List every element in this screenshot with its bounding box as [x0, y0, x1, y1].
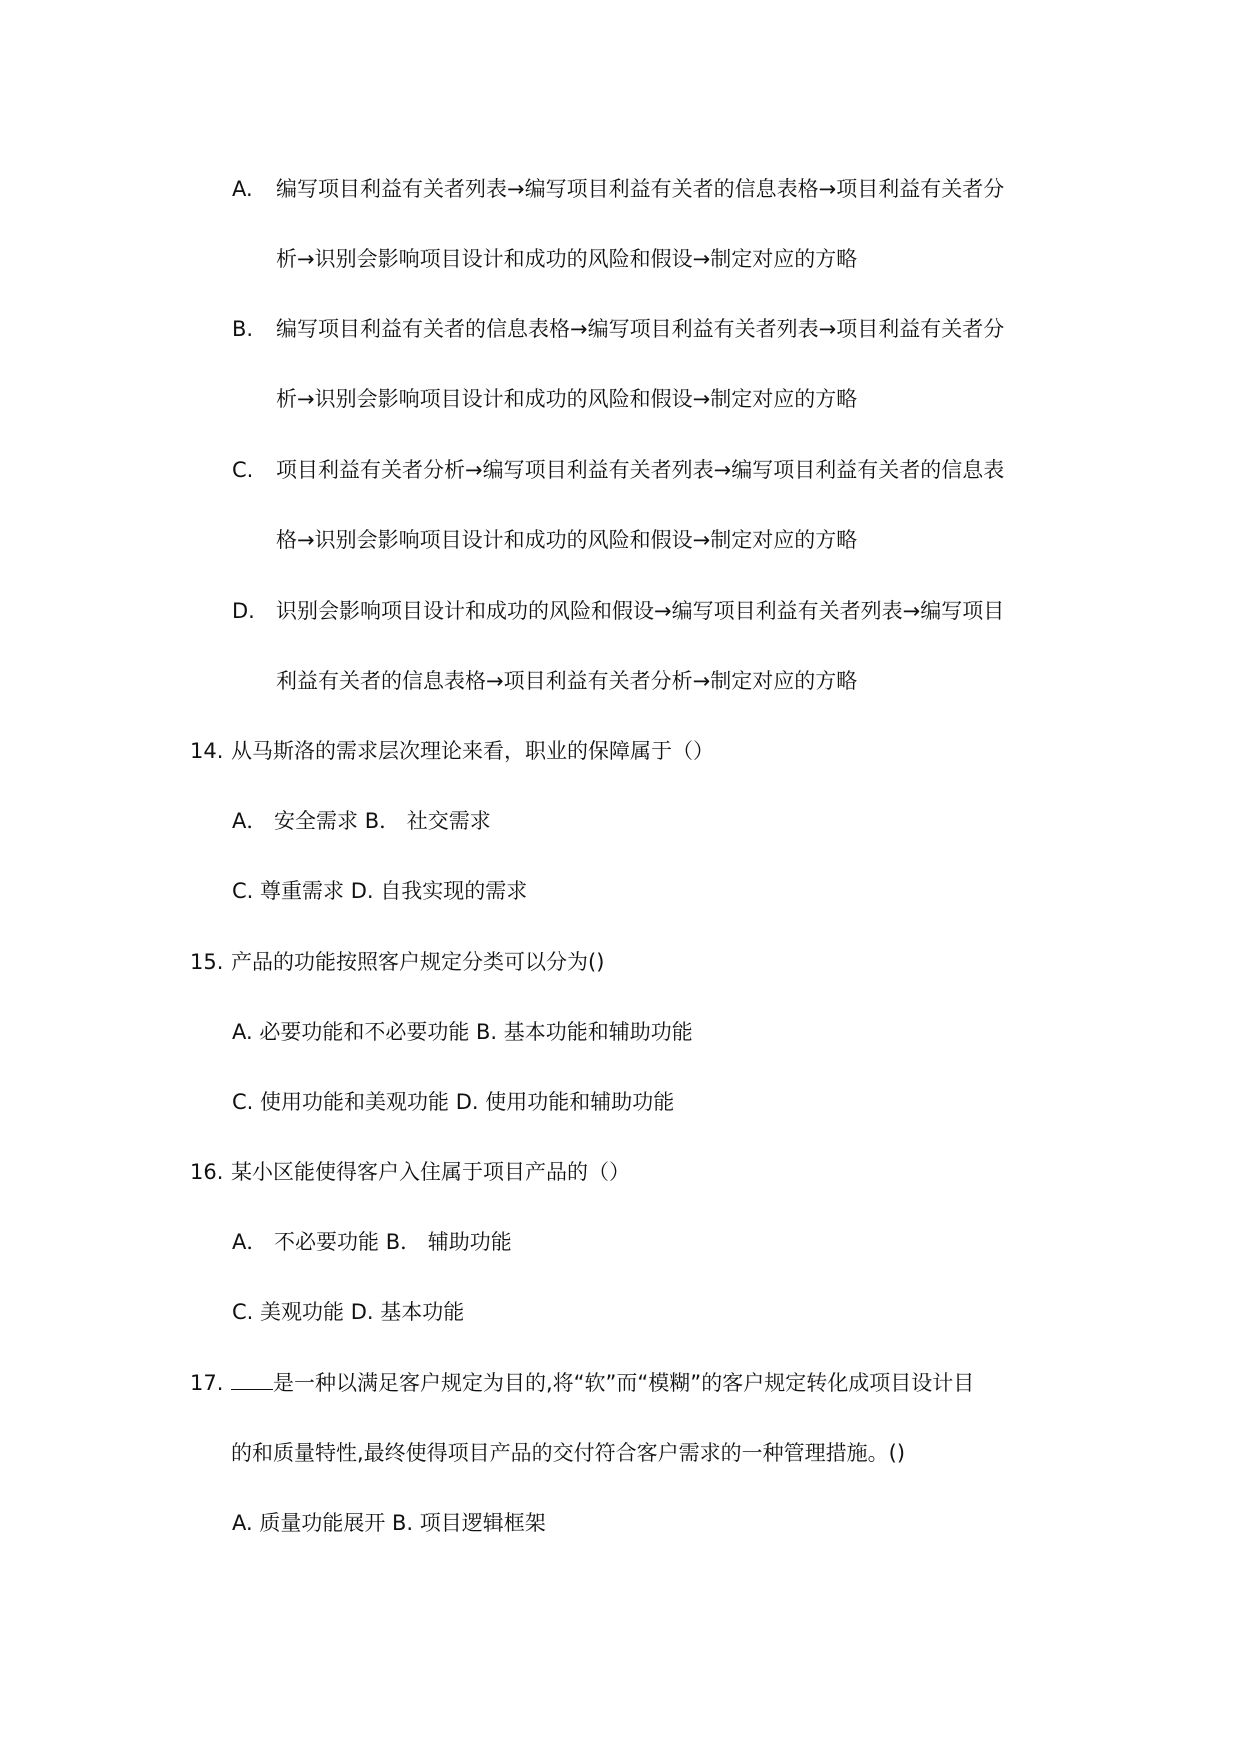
question-number: 15.: [190, 950, 224, 974]
options-row: C. 美观功能 D. 基本功能: [232, 1300, 465, 1324]
option-label: A.: [232, 177, 253, 201]
question-number: 16.: [190, 1160, 224, 1184]
question-text: 从马斯洛的需求层次理论来看，职业的保障属于（）: [231, 739, 714, 763]
question-text: 某小区能使得客户入住属于项目产品的（）: [231, 1160, 630, 1184]
option-label: C.: [232, 458, 254, 482]
question-number: 17.: [190, 1371, 224, 1395]
question-text: [231, 1369, 974, 1397]
option-text-line: 编写项目利益有关者列表→编写项目利益有关者的信息表格→项目利益有关者分: [276, 177, 1005, 201]
option-text-line: 析→识别会影响项目设计和成功的风险和假设→制定对应的方略: [276, 387, 858, 411]
question-text-line-2: 的和质量特性,最终使得项目产品的交付符合客户需求的一种管理措施。(): [231, 1441, 906, 1465]
options-row: C. 使用功能和美观功能 D. 使用功能和辅助功能: [232, 1090, 675, 1114]
question-number: 14.: [190, 739, 224, 763]
options-row: A． 不必要功能 B． 辅助功能: [232, 1230, 512, 1254]
option-text-line: 格→识别会影响项目设计和成功的风险和假设→制定对应的方略: [276, 528, 858, 552]
option-text-line: 析→识别会影响项目设计和成功的风险和假设→制定对应的方略: [276, 247, 858, 271]
option-text-line: 利益有关者的信息表格→项目利益有关者分析→制定对应的方略: [276, 669, 858, 693]
answer-blank: [231, 1369, 273, 1390]
option-text-line: 编写项目利益有关者的信息表格→编写项目利益有关者列表→项目利益有关者分: [276, 317, 1005, 341]
option-label: B.: [232, 317, 254, 341]
question-text: 产品的功能按照客户规定分类可以分为(): [231, 950, 605, 974]
options-row: A. 质量功能展开 B. 项目逻辑框架: [232, 1511, 546, 1535]
option-text-line: 项目利益有关者分析→编写项目利益有关者列表→编写项目利益有关者的信息表: [276, 458, 1005, 482]
options-row: A. 必要功能和不必要功能 B. 基本功能和辅助功能: [232, 1020, 693, 1044]
question-text-line-1: 是一种以满足客户规定为目的,将“软”而“模糊”的客户规定转化成项目设计目: [273, 1371, 975, 1395]
option-text-line: 识别会影响项目设计和成功的风险和假设→编写项目利益有关者列表→编写项目: [276, 599, 1005, 623]
option-label: D.: [232, 599, 255, 623]
options-row: A． 安全需求 B． 社交需求: [232, 809, 491, 833]
options-row: C. 尊重需求 D. 自我实现的需求: [232, 879, 528, 903]
